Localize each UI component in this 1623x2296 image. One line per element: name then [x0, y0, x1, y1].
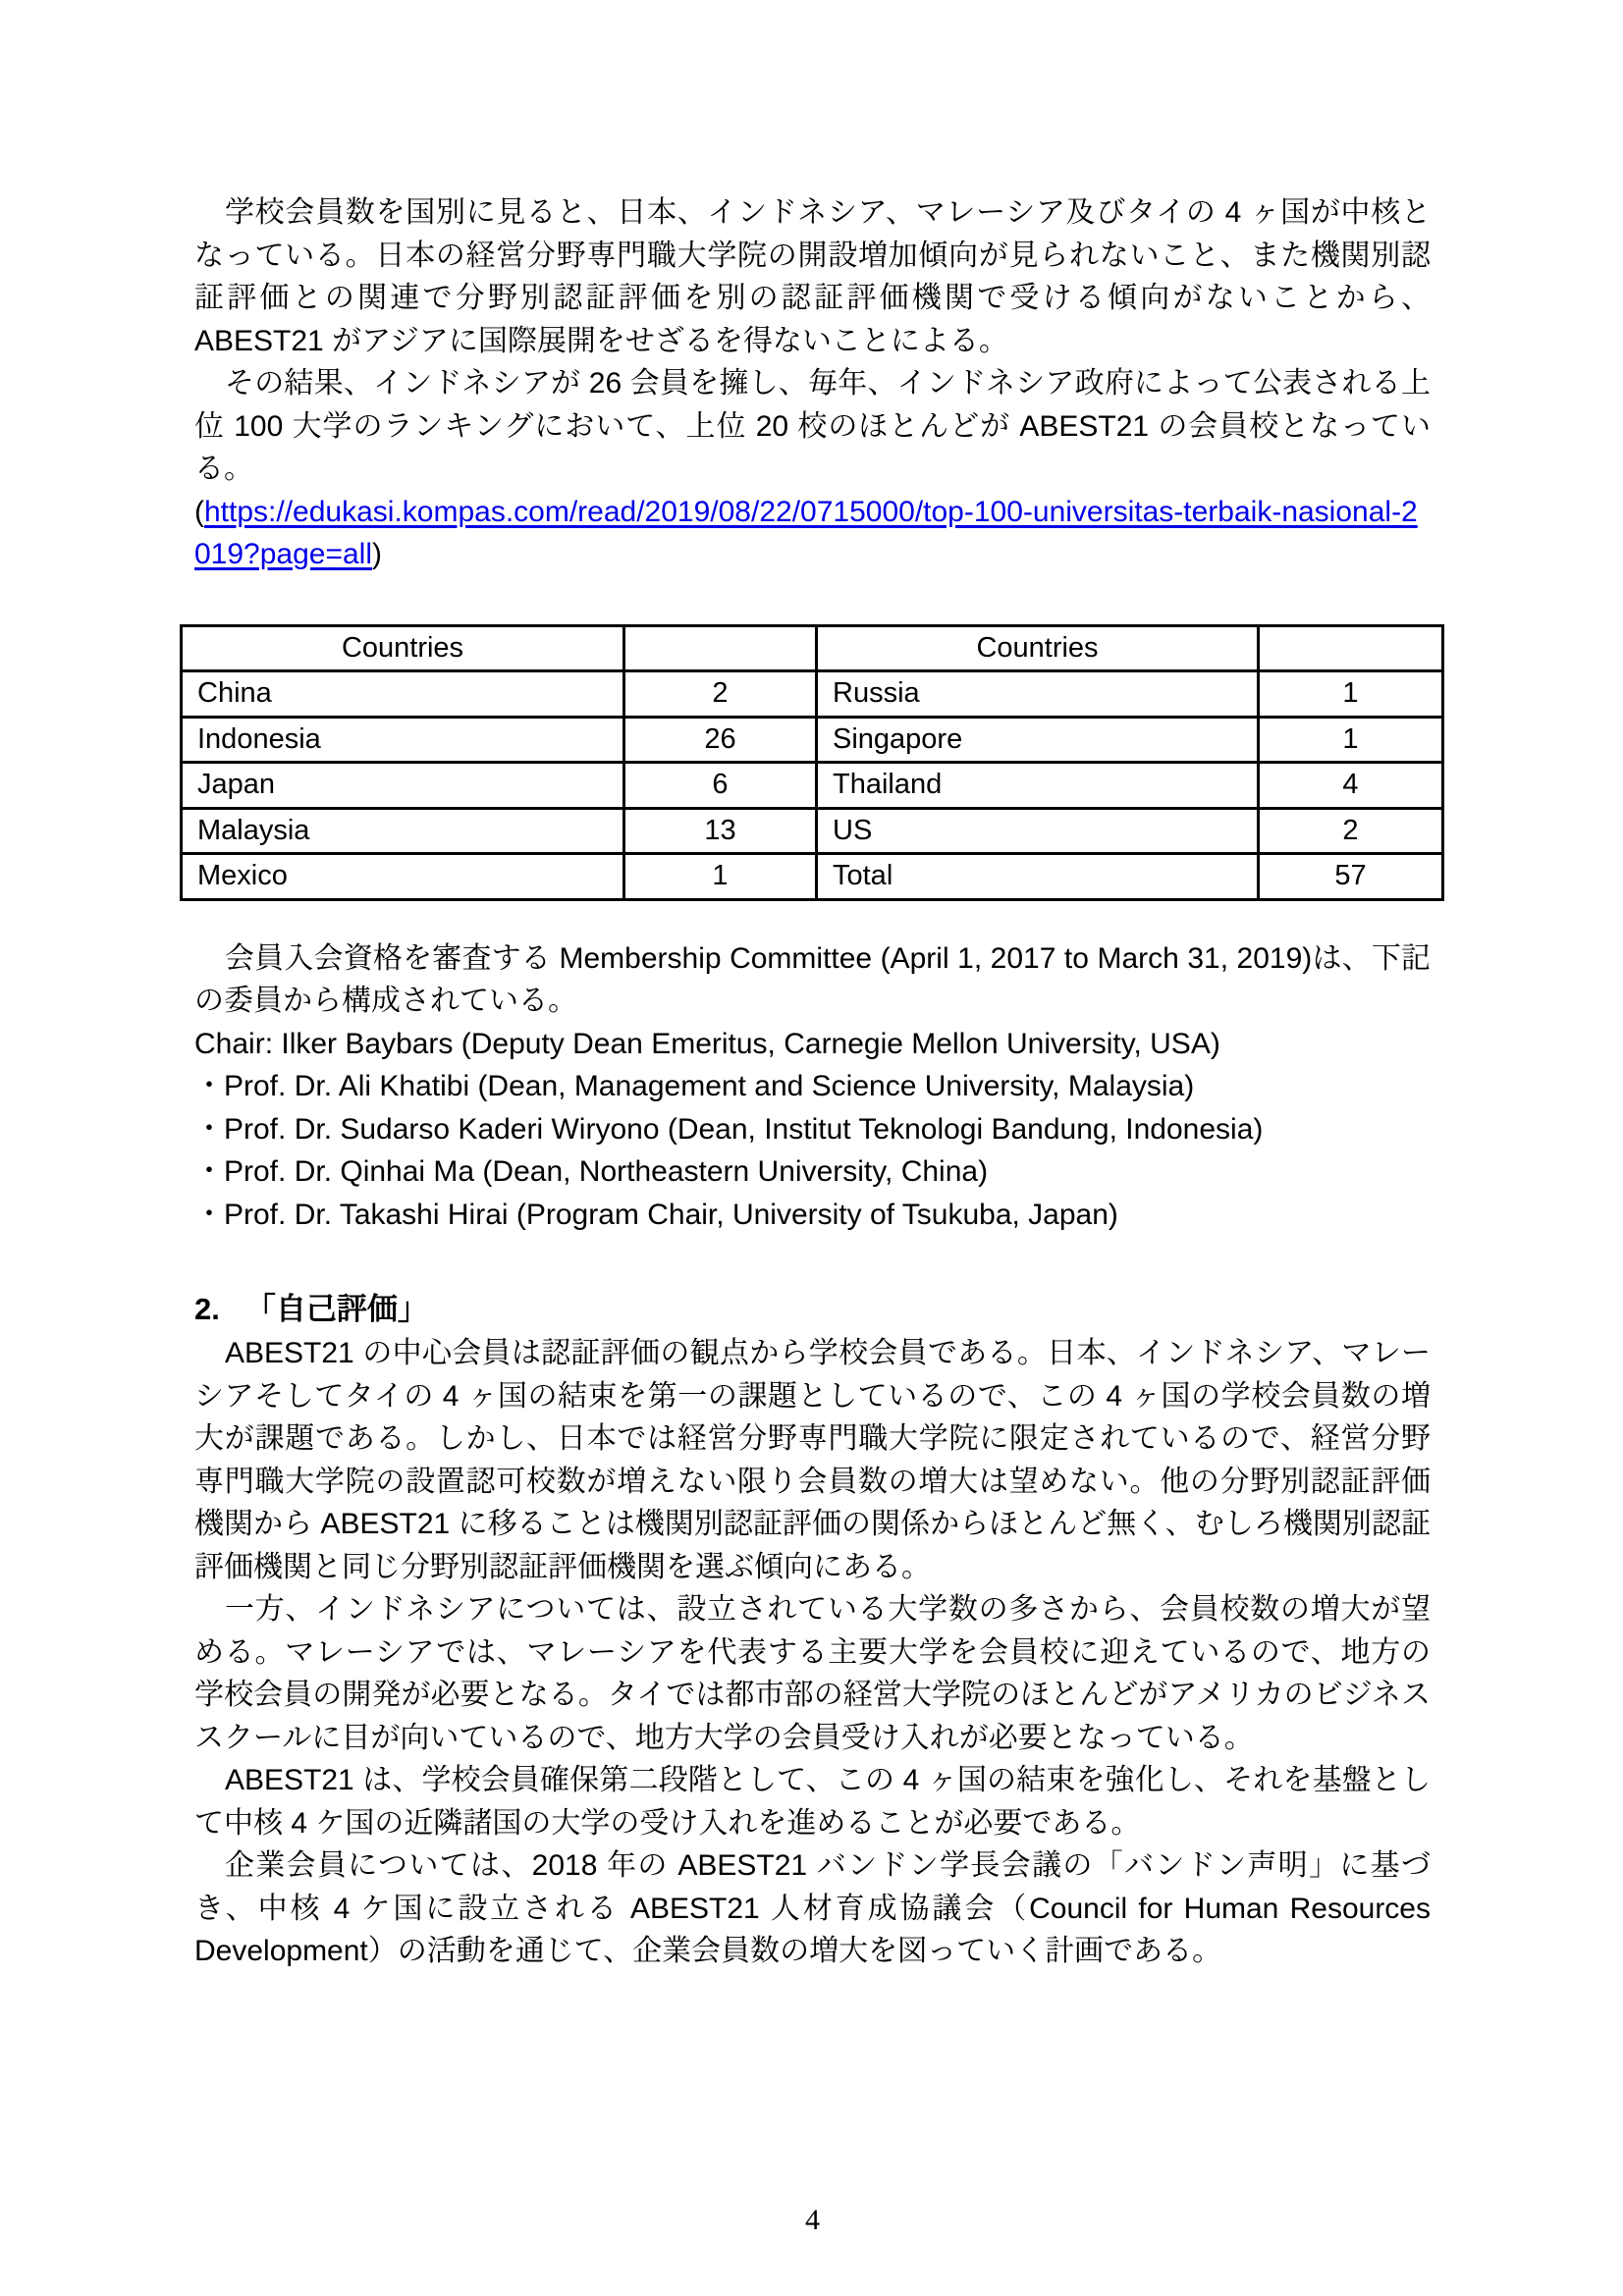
cell-count: 2 [624, 671, 817, 718]
table-header-row [182, 625, 1443, 671]
cell-country: Russia [817, 671, 1259, 718]
committee-chair: Chair: Ilker Baybars (Deputy Dean Emeritus, Carnegie Mellon University, USA) [194, 1027, 1220, 1060]
committee-member: ・Prof. Dr. Sudarso Kaderi Wiryono (Dean, Institut Teknologi Bandung, Indonesia) [194, 1112, 1264, 1146]
section-title: 「自己評価」 [244, 1292, 428, 1326]
cell-country: Singapore [817, 717, 1259, 763]
cell-country: Indonesia [182, 717, 624, 763]
cell-country: US [817, 808, 1259, 854]
table-row [182, 808, 1443, 854]
paragraph-second-stage: ABEST21 は、学校会員確保第二段階として、この 4 ヶ国の結束を強化し、それを基盤として中核 4 ケ国の近隣諸国の大学の受け入れを進めることが必要である。 [194, 1764, 1431, 1840]
cell-country: China [182, 671, 624, 718]
committee-member: ・Prof. Dr. Takashi Hirai (Program Chair, University of Tsukuba, Japan) [194, 1198, 1118, 1231]
cell-country: Malaysia [182, 808, 624, 854]
paragraph-school-members-by-country: 学校会員数を国別に見ると、日本、インドネシア、マレーシア及びタイの 4 ヶ国が中核となっている。日本の経営分野専門職大学院の開設増加傾向が見られないこと、また機関別認証評価との関連で分野別認証評価を別の認証評価機関で受ける傾向がないことから、ABEST21 がアジアに国際展開をせざるを得ないことによる。 [194, 196, 1431, 357]
cell-country: Thailand [817, 763, 1259, 809]
cell-count: 13 [624, 808, 817, 854]
cell-country: Mexico [182, 854, 624, 900]
paragraph-regional-outlook: 一方、インドネシアについては、設立されている大学数の多さから、会員校数の増大が望める。マレーシアでは、マレーシアを代表する主要大学を会員校に迎えているので、地方の学校会員の開発が必要となる。タイでは都市部の経営大学院のほとんどがアメリカのビジネススクールに目が向いているので、地方大学の会員受け入れが必要となっている。 [194, 1593, 1431, 1754]
membership-committee-section [194, 937, 1431, 1237]
table-row [182, 671, 1443, 718]
link-open-paren: ( [194, 495, 204, 528]
section-heading-self-evaluation [194, 1287, 1431, 1332]
table-row [182, 854, 1443, 900]
column-header-count-right [1259, 625, 1443, 671]
kompas-ranking-link[interactable]: https://edukasi.kompas.com/read/2019/08/22/0715000/top-100-universitas-terbaik-nasional-2019?page=all [194, 495, 1418, 570]
column-header-countries-left: Countries [182, 625, 624, 671]
section-number: 2. [194, 1292, 220, 1326]
cell-count: 1 [1259, 717, 1443, 763]
cell-count: 4 [1259, 763, 1443, 809]
paragraph-hyperlink [194, 491, 1431, 576]
committee-intro: 会員入会資格を審査する Membership Committee (April 1, 2017 to March 31, 2019)は、下記の委員から構成されている。 [194, 941, 1431, 1017]
cell-count: 1 [1259, 671, 1443, 718]
cell-count-total: 57 [1259, 854, 1443, 900]
link-close-paren: ) [372, 538, 383, 570]
column-header-count-left [624, 625, 817, 671]
page-number: 4 [805, 2203, 820, 2236]
cell-country: Japan [182, 763, 624, 809]
members-by-country-table [180, 624, 1444, 901]
committee-member: ・Prof. Dr. Qinhai Ma (Dean, Northeastern University, China) [194, 1155, 989, 1188]
table-row [182, 717, 1443, 763]
cell-count: 2 [1259, 808, 1443, 854]
committee-member: ・Prof. Dr. Ali Khatibi (Dean, Management and Science University, Malaysia) [194, 1070, 1195, 1102]
column-header-countries-right: Countries [817, 625, 1259, 671]
cell-country-total: Total [817, 854, 1259, 900]
cell-count: 26 [624, 717, 817, 763]
paragraph-corporate-members: 企業会員については、2018 年の ABEST21 バンドン学長会議の「バンドン声明」に基づき、中核 4 ケ国に設立される ABEST21 人材育成協議会（Council for Human Resources Development）の活動を通じて、企業会員数の増大を図っていく計画である。 [194, 1849, 1431, 1967]
cell-count: 1 [624, 854, 817, 900]
paragraph-indonesia-ranking: その結果、インドネシアが 26 会員を擁し、毎年、インドネシア政府によって公表される上位 100 大学のランキングにおいて、上位 20 校のほとんどが ABEST21 の会員校となっている。 [194, 367, 1431, 485]
paragraph-core-members: ABEST21 の中心会員は認証評価の観点から学校会員である。日本、インドネシア、マレーシアそしてタイの 4 ヶ国の結束を第一の課題としているので、この 4 ヶ国の学校会員数の増大が課題である。しかし、日本では経営分野専門職大学院に限定されているので、経営分野専門職大学院の設置認可校数が増えない限り会員数の増大は望めない。他の分野別認証評価機関から ABEST21 に移ることは機関別認証評価の関係からほとんど無く、むしろ機関別認証評価機関と同じ分野別認証評価機関を選ぶ傾向にある。 [194, 1337, 1431, 1583]
cell-count: 6 [624, 763, 817, 809]
table-row [182, 763, 1443, 809]
